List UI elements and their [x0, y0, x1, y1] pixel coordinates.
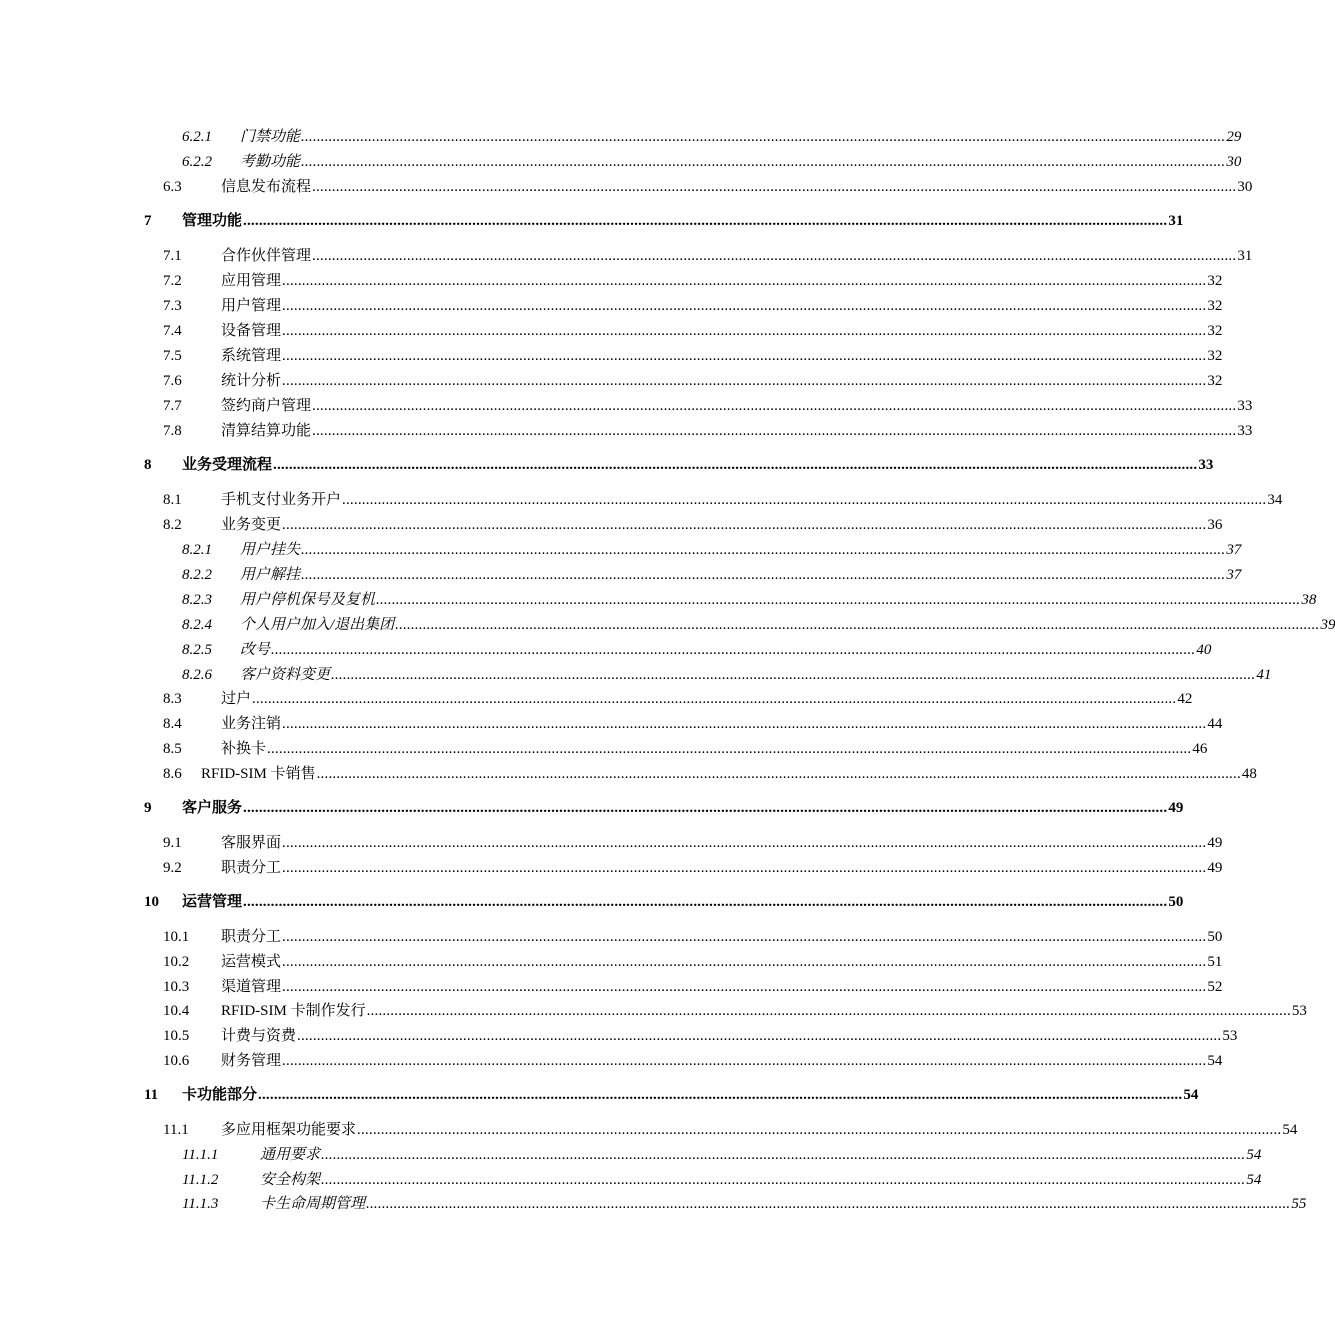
toc-entry-page: 53 [1291, 1003, 1307, 1019]
toc-entry-page: 32 [1207, 273, 1223, 289]
toc-entry-title: 应用管理 [221, 273, 282, 289]
toc-dot-leader: .......................................................................................................................................................................................................................................... [282, 1053, 1207, 1069]
toc-entry[interactable] [182, 591, 1317, 609]
toc-entry-page: 50 [1207, 929, 1223, 945]
toc-entry[interactable] [182, 616, 1335, 634]
toc-entry-title: 业务变更 [221, 517, 282, 533]
toc-entry-page: 36 [1207, 517, 1223, 533]
toc-entry-number: 8.4 [163, 716, 182, 732]
toc-entry-number: 8.3 [163, 691, 182, 707]
toc-entry[interactable] [163, 859, 1223, 877]
toc-entry-number: 11.1 [163, 1122, 189, 1138]
toc-entry-number: 8.6 [163, 766, 182, 782]
toc-entry-title: 信息发布流程 [221, 179, 312, 195]
toc-entry[interactable] [163, 397, 1253, 415]
toc-entry[interactable] [163, 1002, 1307, 1020]
toc-entry[interactable] [163, 347, 1223, 365]
toc-entry-page: 54 [1282, 1122, 1298, 1138]
toc-entry-page: 55 [1291, 1196, 1307, 1212]
toc-entry-number: 9.1 [163, 835, 182, 851]
toc-entry-number: 7.6 [163, 373, 182, 389]
toc-chapter[interactable] [144, 893, 1184, 911]
toc-dot-leader: .......................................................................................................................................................................................................................................... [258, 1087, 1183, 1103]
toc-entry[interactable] [182, 153, 1242, 171]
toc-entry-page: 51 [1207, 954, 1223, 970]
toc-dot-leader: .......................................................................................................................................................................................................................................... [243, 894, 1168, 910]
toc-dot-leader: .......................................................................................................................................................................................................................................... [297, 1028, 1222, 1044]
toc-entry-number: 8.2.5 [182, 642, 212, 658]
toc-dot-leader: .......................................................................................................................................................................................................................................... [366, 1003, 1291, 1019]
toc-entry-number: 7.1 [163, 248, 182, 264]
toc-entry-number: 7.7 [163, 398, 182, 414]
toc-dot-leader: .......................................................................................................................................................................................................................................... [321, 1147, 1246, 1163]
toc-entry-number: 11.1.1 [182, 1147, 219, 1163]
toc-dot-leader: .......................................................................................................................................................................................................................................... [312, 179, 1237, 195]
toc-entry-page: 37 [1226, 542, 1242, 558]
toc-dot-leader: .......................................................................................................................................................................................................................................... [312, 423, 1237, 439]
toc-entry-page: 54 [1246, 1172, 1262, 1188]
toc-dot-leader: .......................................................................................................................................................................................................................................... [342, 492, 1267, 508]
toc-entry-title: 财务管理 [221, 1053, 282, 1069]
toc-entry-page: 48 [1241, 766, 1257, 782]
toc-dot-leader: .......................................................................................................................................................................................................................................... [395, 617, 1320, 633]
toc-entry-number: 11 [144, 1087, 159, 1103]
toc-dot-leader: .......................................................................................................................................................................................................................................... [312, 398, 1237, 414]
toc-entry-title: 计费与资费 [221, 1028, 297, 1044]
toc-entry-number: 7.5 [163, 348, 182, 364]
toc-dot-leader: .......................................................................................................................................................................................................................................... [252, 691, 1177, 707]
toc-entry-number: 8.5 [163, 741, 182, 757]
toc-entry[interactable] [182, 1146, 1262, 1164]
toc-dot-leader: .......................................................................................................................................................................................................................................... [376, 592, 1301, 608]
toc-entry-page: 44 [1207, 716, 1223, 732]
toc-entry[interactable] [163, 272, 1223, 290]
toc-entry[interactable] [163, 978, 1223, 996]
toc-entry-page: 54 [1183, 1087, 1199, 1103]
toc-entry[interactable] [163, 928, 1223, 946]
toc-chapter[interactable] [144, 456, 1214, 474]
toc-entry[interactable] [182, 666, 1272, 684]
toc-entry-page: 41 [1256, 667, 1272, 683]
toc-entry[interactable] [163, 834, 1223, 852]
toc-entry-title: 卡生命周期管理 [260, 1196, 366, 1212]
toc-entry-number: 10 [144, 894, 159, 910]
toc-entry-page: 40 [1196, 642, 1212, 658]
toc-entry-title: 合作伙伴管理 [221, 248, 312, 264]
toc-entry[interactable] [163, 740, 1208, 758]
toc-entry-title: 考勤功能 [240, 154, 301, 170]
toc-entry-title: 签约商户管理 [221, 398, 312, 414]
toc-entry-page: 42 [1177, 691, 1193, 707]
toc-dot-leader: .......................................................................................................................................................................................................................................... [301, 542, 1226, 558]
toc-entry[interactable] [163, 297, 1223, 315]
toc-entry-number: 6.2.2 [182, 154, 212, 170]
toc-entry-page: 46 [1192, 741, 1208, 757]
toc-entry-title: 个人用户加入/退出集团 [240, 617, 395, 633]
toc-entry-page: 29 [1226, 129, 1242, 145]
toc-dot-leader: .......................................................................................................................................................................................................................................... [316, 766, 1241, 782]
toc-entry-number: 10.1 [163, 929, 190, 945]
toc-chapter[interactable] [144, 212, 1184, 230]
toc-entry-title: 安全构架 [260, 1172, 321, 1188]
toc-entry-page: 38 [1301, 592, 1317, 608]
toc-entry[interactable] [163, 1027, 1238, 1045]
toc-entry[interactable] [163, 765, 1257, 783]
toc-entry-title: 用户管理 [221, 298, 282, 314]
toc-entry-title: 通用要求 [260, 1147, 321, 1163]
toc-entry[interactable] [182, 1195, 1307, 1213]
toc-entry-page: 32 [1207, 298, 1223, 314]
toc-dot-leader: .......................................................................................................................................................................................................................................... [282, 348, 1207, 364]
toc-dot-leader: .......................................................................................................................................................................................................................................... [301, 129, 1226, 145]
toc-entry-title: RFID-SIM 卡销售 [201, 766, 316, 782]
toc-dot-leader: .......................................................................................................................................................................................................................................... [243, 800, 1168, 816]
toc-entry-number: 10.2 [163, 954, 190, 970]
toc-entry-title: 设备管理 [221, 323, 282, 339]
toc-entry-number: 7 [144, 213, 152, 229]
toc-entry-page: 50 [1168, 894, 1184, 910]
toc-entry-title: 统计分析 [221, 373, 282, 389]
toc-dot-leader: .......................................................................................................................................................................................................................................... [282, 954, 1207, 970]
toc-entry-number: 10.3 [163, 979, 190, 995]
toc-entry-page: 37 [1226, 567, 1242, 583]
toc-entry-number: 8.2.4 [182, 617, 212, 633]
toc-dot-leader: .......................................................................................................................................................................................................................................... [282, 929, 1207, 945]
toc-entry[interactable] [182, 1171, 1262, 1189]
toc-dot-leader: .......................................................................................................................................................................................................................................... [282, 979, 1207, 995]
toc-entry-number: 11.1.2 [182, 1172, 219, 1188]
toc-entry[interactable] [163, 422, 1253, 440]
toc-dot-leader: .......................................................................................................................................................................................................................................... [282, 323, 1207, 339]
toc-entry-page: 52 [1207, 979, 1223, 995]
toc-entry-number: 7.8 [163, 423, 182, 439]
toc-entry-title: 客户资料变更 [240, 667, 331, 683]
toc-entry-number: 7.3 [163, 298, 182, 314]
toc-entry-number: 6.2.1 [182, 129, 212, 145]
toc-entry-title: 用户停机保号及复机 [240, 592, 376, 608]
toc-entry[interactable] [163, 247, 1253, 265]
toc-entry-page: 30 [1226, 154, 1242, 170]
toc-entry-number: 9 [144, 800, 152, 816]
toc-chapter[interactable] [144, 1086, 1199, 1104]
toc-dot-leader: .......................................................................................................................................................................................................................................... [282, 860, 1207, 876]
toc-entry-number: 8.2 [163, 517, 182, 533]
toc-entry[interactable] [163, 516, 1223, 534]
toc-entry-page: 32 [1207, 348, 1223, 364]
toc-dot-leader: .......................................................................................................................................................................................................................................... [243, 213, 1168, 229]
toc-entry[interactable] [182, 128, 1242, 146]
toc-entry-title: 渠道管理 [221, 979, 282, 995]
toc-entry-title: 管理功能 [182, 213, 243, 229]
toc-entry-page: 53 [1222, 1028, 1238, 1044]
toc-entry-title: 用户解挂 [240, 567, 301, 583]
toc-dot-leader: .......................................................................................................................................................................................................................................... [271, 642, 1196, 658]
toc-dot-leader: .......................................................................................................................................................................................................................................... [282, 835, 1207, 851]
toc-entry-number: 7.4 [163, 323, 182, 339]
toc-dot-leader: .......................................................................................................................................................................................................................................... [273, 457, 1198, 473]
toc-chapter[interactable] [144, 799, 1184, 817]
toc-dot-leader: .......................................................................................................................................................................................................................................... [321, 1172, 1246, 1188]
toc-entry[interactable] [182, 641, 1212, 659]
toc-entry-title: RFID-SIM 卡制作发行 [221, 1003, 366, 1019]
toc-entry-number: 11.1.3 [182, 1196, 219, 1212]
toc-entry-page: 49 [1207, 835, 1223, 851]
toc-entry[interactable] [163, 491, 1283, 509]
toc-entry[interactable] [163, 953, 1223, 971]
toc-entry-title: 多应用框架功能要求 [221, 1122, 357, 1138]
toc-entry[interactable] [163, 178, 1253, 196]
toc-entry-page: 33 [1237, 398, 1253, 414]
toc-entry-page: 30 [1237, 179, 1253, 195]
toc-entry-number: 10.6 [163, 1053, 190, 1069]
toc-entry-number: 6.3 [163, 179, 182, 195]
toc-entry-page: 54 [1246, 1147, 1262, 1163]
toc-entry-title: 改号 [240, 642, 271, 658]
toc-entry-number: 7.2 [163, 273, 182, 289]
toc-entry-page: 49 [1207, 860, 1223, 876]
toc-dot-leader: .......................................................................................................................................................................................................................................... [301, 154, 1226, 170]
toc-entry-number: 9.2 [163, 860, 182, 876]
toc-entry-page: 54 [1207, 1053, 1223, 1069]
toc-entry-title: 业务注销 [221, 716, 282, 732]
toc-entry[interactable] [163, 1121, 1298, 1139]
toc-entry-page: 34 [1267, 492, 1283, 508]
toc-entry-number: 8.2.1 [182, 542, 212, 558]
toc-entry-title: 补换卡 [221, 741, 267, 757]
toc-entry-title: 清算结算功能 [221, 423, 312, 439]
toc-entry[interactable] [163, 715, 1223, 733]
toc-entry-number: 10.4 [163, 1003, 190, 1019]
toc-entry-page: 33 [1237, 423, 1253, 439]
toc-entry-title: 卡功能部分 [182, 1087, 258, 1103]
toc-entry[interactable] [163, 690, 1193, 708]
toc-dot-leader: .......................................................................................................................................................................................................................................... [282, 273, 1207, 289]
toc-dot-leader: .......................................................................................................................................................................................................................................... [312, 248, 1237, 264]
toc-entry-title: 职责分工 [221, 860, 282, 876]
toc-entry-number: 8.1 [163, 492, 182, 508]
toc-entry[interactable] [163, 372, 1223, 390]
toc-dot-leader: .......................................................................................................................................................................................................................................... [282, 373, 1207, 389]
toc-dot-leader: .......................................................................................................................................................................................................................................... [366, 1196, 1291, 1212]
toc-entry-page: 31 [1237, 248, 1253, 264]
toc-entry-page: 32 [1207, 373, 1223, 389]
toc-entry[interactable] [163, 1052, 1223, 1070]
toc-entry[interactable] [182, 566, 1242, 584]
toc-entry[interactable] [163, 322, 1223, 340]
toc-dot-leader: .......................................................................................................................................................................................................................................... [282, 517, 1207, 533]
toc-entry-page: 32 [1207, 323, 1223, 339]
toc-entry-title: 客户服务 [182, 800, 243, 816]
toc-entry-title: 职责分工 [221, 929, 282, 945]
toc-dot-leader: .......................................................................................................................................................................................................................................... [357, 1122, 1282, 1138]
toc-entry-title: 系统管理 [221, 348, 282, 364]
toc-entry-number: 8.2.2 [182, 567, 212, 583]
toc-entry-title: 业务受理流程 [182, 457, 273, 473]
toc-dot-leader: .......................................................................................................................................................................................................................................... [301, 567, 1226, 583]
toc-dot-leader: .......................................................................................................................................................................................................................................... [282, 716, 1207, 732]
toc-entry[interactable] [182, 541, 1242, 559]
toc-dot-leader: .......................................................................................................................................................................................................................................... [267, 741, 1192, 757]
toc-entry-page: 31 [1168, 213, 1184, 229]
toc-entry-page: 39 [1320, 617, 1335, 633]
toc-entry-number: 10.5 [163, 1028, 190, 1044]
toc-entry-page: 49 [1168, 800, 1184, 816]
toc-entry-title: 运营模式 [221, 954, 282, 970]
toc-entry-title: 用户挂失 [240, 542, 301, 558]
toc-entry-title: 过户 [221, 691, 252, 707]
toc-entry-title: 运营管理 [182, 894, 243, 910]
toc-entry-number: 8 [144, 457, 152, 473]
toc-entry-number: 8.2.6 [182, 667, 212, 683]
toc-entry-title: 手机支付业务开户 [221, 492, 342, 508]
toc-entry-number: 8.2.3 [182, 592, 212, 608]
toc-entry-title: 门禁功能 [240, 129, 301, 145]
toc-entry-page: 33 [1198, 457, 1214, 473]
toc-dot-leader: .......................................................................................................................................................................................................................................... [282, 298, 1207, 314]
toc-entry-title: 客服界面 [221, 835, 282, 851]
toc-dot-leader: .......................................................................................................................................................................................................................................... [331, 667, 1256, 683]
